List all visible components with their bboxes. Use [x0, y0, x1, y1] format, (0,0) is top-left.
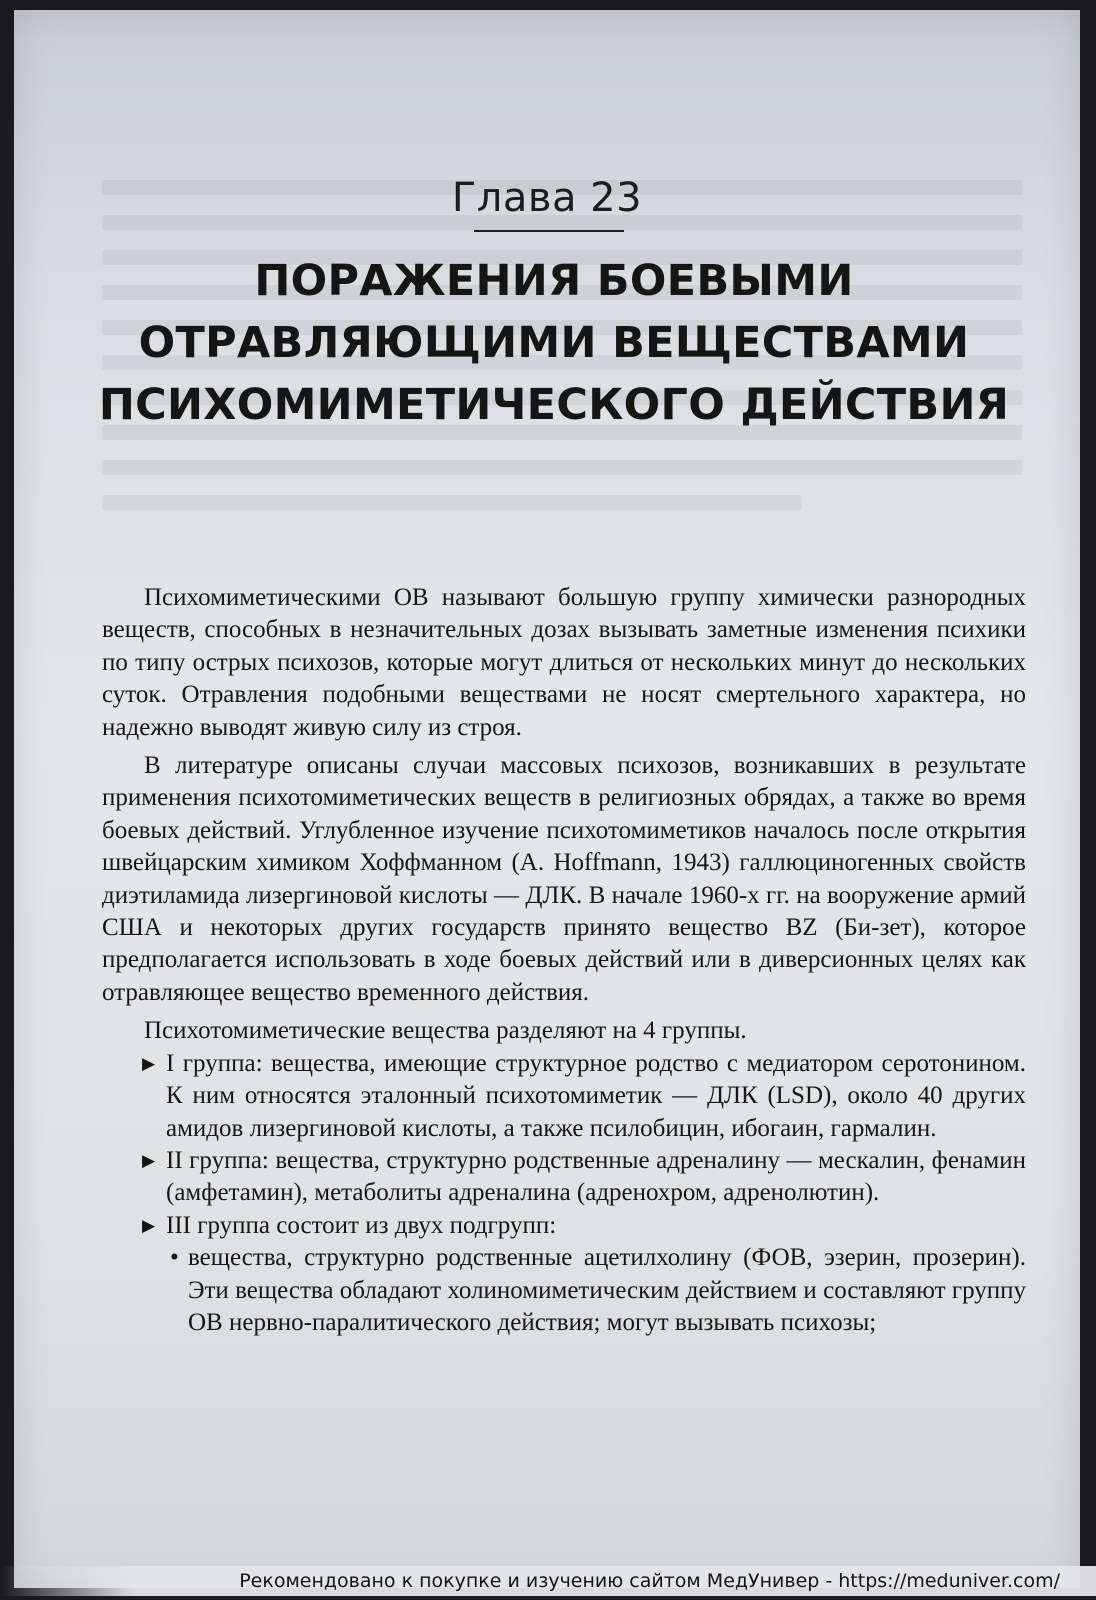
list-item — [102, 1210, 1026, 1242]
body-paragraph: Психотомиметические вещества разделяют на 4 группы. — [144, 1017, 747, 1045]
body-paragraph: Психомиметическими ОВ называют большую группу химически разнородных веществ, способных в незначительных дозах вызывать заметные изменения психики по типу острых психозов, которые могут длиться от нескольких минут до нескольких суток. Отравления подобными веществами не носят смертельного характера, но надежно выводят живую силу из строя. — [102, 584, 1026, 741]
chapter-number: Глава 23 — [451, 175, 643, 221]
triangle-bullet-icon: ▶ — [142, 1215, 156, 1235]
chapter-title — [54, 250, 1054, 436]
group-text: I группа: вещества, имеющие структурное родство с медиатором серотонином. К ним относятся эталонный психотомиметик — ДЛК (LSD), около 40 других амидов лизергиновой кислоты, а также псилобицин, ибогаин, гармалин. — [166, 1049, 1026, 1142]
show-through-line — [102, 495, 802, 510]
dot-bullet-icon: • — [170, 1244, 179, 1272]
triangle-bullet-icon: ▶ — [142, 1150, 156, 1170]
chapter-title-line: ПСИХОМИМЕТИЧЕСКОГО ДЕЙСТВИЯ — [98, 380, 1010, 430]
chapter-title-line: ОТРАВЛЯЮЩИМИ ВЕЩЕСТВАМИ — [138, 318, 970, 368]
subgroup-text: вещества, структурно родственные ацетилхолину (ФОВ, эзерин, прозерин). Эти вещества обладают холиномиметическим действием и составляют группу ОВ нервно-паралитического действия; могут вызывать психозы; — [188, 1244, 1026, 1336]
chapter-title-line: ПОРАЖЕНИЯ БОЕВЫМИ — [254, 256, 854, 306]
book-page — [14, 10, 1080, 1588]
subgroups-list — [102, 1242, 1026, 1339]
group-text: II группа: вещества, структурно родственные адреналину — мескалин, фенамин (амфетамин), метаболиты адреналина (адренохром, адренолютин). — [166, 1146, 1026, 1207]
body-paragraph: В литературе описаны случаи массовых психозов, возникавших в результате применения психотомиметических веществ в религиозных обрядах, а также во время боевых действий. Углубленное изучение психотомиметиков началось после открытия швейцарским химиком Хоффманном (A. Hoffmann, 1943) галлюциногенных свойств диэтиламида лизергиновой кислоты — ДЛК. В начале 1960-х гг. на вооружение армий США и некоторых других государств принято вещество BZ (Би-зет), которое предполагается использовать в ходе боевых действий или в диверсионных целях как отравляющее вещество временного действия. — [102, 752, 1026, 1006]
chapter-body — [102, 582, 1026, 1339]
chapter-number-underline — [474, 230, 624, 232]
triangle-bullet-icon: ▶ — [142, 1053, 156, 1073]
list-item — [102, 1242, 1026, 1339]
list-item — [102, 1048, 1026, 1145]
list-item — [102, 1145, 1026, 1210]
watermark-link[interactable]: Рекомендовано к покупке и изучению сайтом МедУнивер - https://meduniver.com/ — [0, 1566, 1096, 1596]
show-through-line — [102, 460, 1022, 475]
groups-list — [102, 1048, 1026, 1242]
group-text: III группа состоит из двух подгрупп: — [166, 1211, 557, 1239]
